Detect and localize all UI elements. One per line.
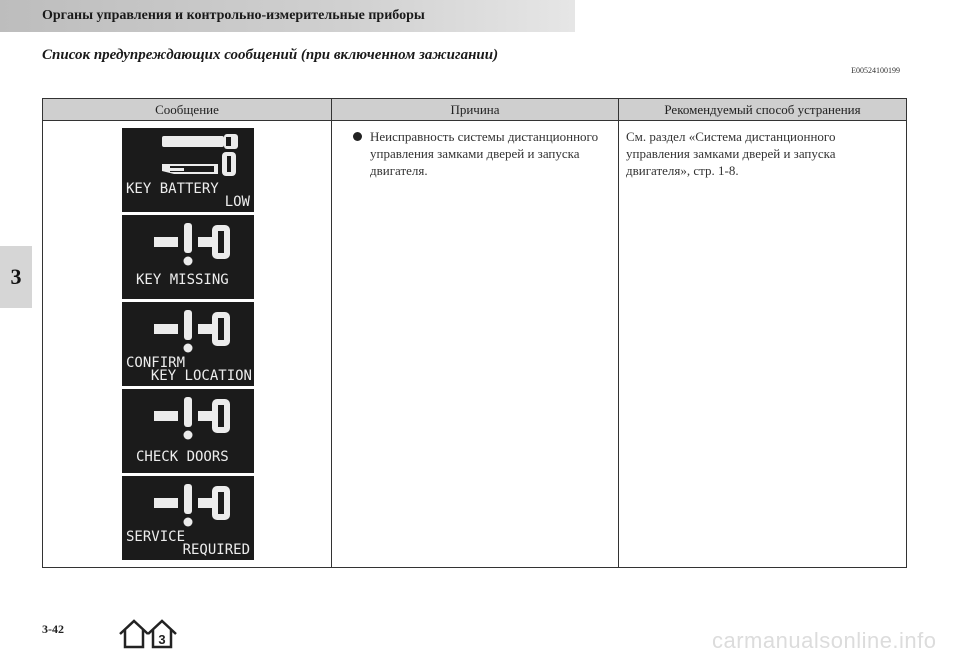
message-cell: [43, 121, 332, 568]
chapter-number: 3: [10, 264, 22, 289]
warning-messages-table: [42, 98, 907, 568]
display-key-missing: [122, 215, 254, 299]
table-header-row: [43, 99, 907, 121]
remedy-text: См. раздел «Система дистанционного управления замками дверей и запуска двигателя», стр. 1-8.: [626, 129, 836, 178]
cause-text: Неисправность системы дистанционного управления замками дверей и запуска двигателя.: [370, 129, 599, 178]
section-code: E00524100199: [851, 66, 900, 75]
key-battery-icon: [140, 134, 240, 178]
display-check-doors: [122, 389, 254, 473]
key-warning-icon: [140, 395, 240, 443]
display-line-2: KEY LOCATION: [150, 368, 252, 384]
page-header-title: Органы управления и контрольно-измерительные приборы: [42, 8, 425, 23]
section-subtitle: Список предупреждающих сообщений (при включенном зажигании): [42, 47, 499, 63]
display-line-2: LOW: [224, 194, 250, 210]
key-warning-icon: [140, 308, 240, 356]
table-row: [43, 121, 907, 568]
chapter-tab: [0, 246, 32, 308]
key-warning-icon: [140, 482, 240, 530]
cause-cell: [332, 121, 619, 568]
display-line-1: CHECK DOORS: [136, 449, 229, 465]
chapter-home-icon[interactable]: [148, 621, 176, 647]
header-remedy: Рекомендуемый способ устранения: [619, 99, 907, 121]
bullet-icon: [353, 132, 362, 141]
display-service-required: [122, 476, 254, 560]
key-warning-icon: [140, 221, 240, 269]
nav-icons: [118, 618, 178, 655]
display-line-1: KEY MISSING: [136, 272, 229, 288]
home-icon[interactable]: [120, 621, 148, 647]
display-key-battery-low: [122, 128, 254, 212]
remedy-cell: [619, 121, 907, 568]
header-cause: Причина: [332, 99, 619, 121]
page-number: 3-42: [42, 622, 64, 636]
watermark: carmanualsonline.info: [712, 628, 937, 653]
header-message: Сообщение: [43, 99, 332, 121]
display-line-1: CONFIRM: [126, 355, 186, 371]
display-line-2: REQUIRED: [182, 542, 250, 558]
display-line-1: SERVICE: [126, 529, 186, 545]
display-confirm-key-location: [122, 302, 254, 386]
header-band: [0, 0, 575, 32]
chapter-home-label: 3: [158, 632, 166, 647]
display-line-1: KEY BATTERY: [126, 181, 219, 197]
